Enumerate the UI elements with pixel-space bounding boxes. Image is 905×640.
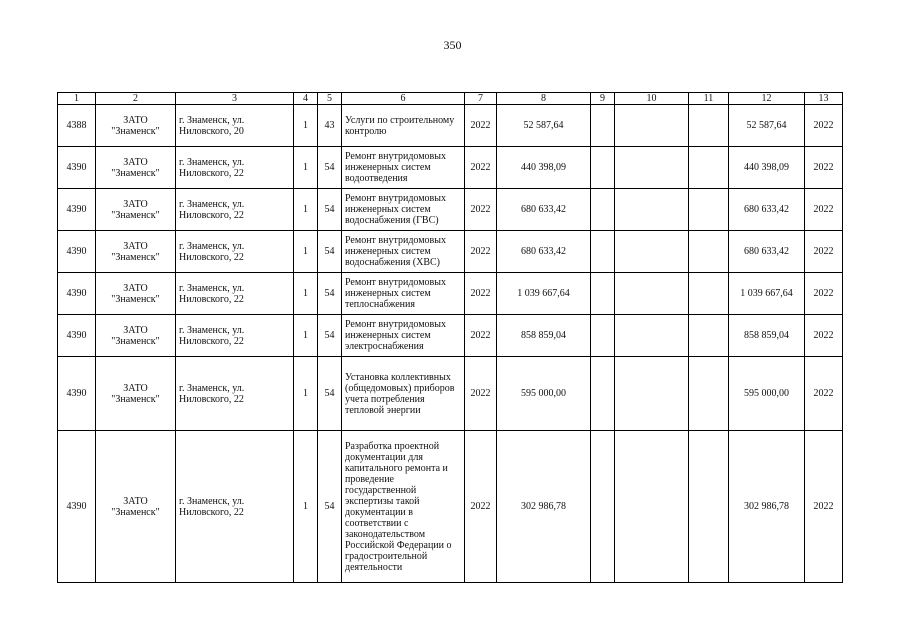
cell-amount — [497, 273, 591, 315]
cell-text: ЗАТО — [123, 198, 148, 210]
cell-text: 2022 — [813, 162, 834, 173]
header-cell-8: 8 — [497, 93, 591, 105]
cell-text: 43 — [324, 120, 335, 131]
cell-address — [176, 147, 294, 189]
cell-id — [58, 147, 96, 189]
cell-text: 595 000,00 — [744, 388, 789, 399]
cell-text: "Знаменск" — [111, 293, 160, 305]
cell-total — [729, 105, 805, 147]
cell-col5 — [318, 105, 342, 147]
cell-text: 858 859,04 — [744, 330, 789, 341]
cell-work-type — [342, 273, 465, 315]
header-cell-11: 11 — [689, 93, 729, 105]
cell-text: 4390 — [66, 288, 87, 299]
cell-text: 2022 — [470, 388, 491, 399]
header-cell-9: 9 — [591, 93, 615, 105]
table-row — [58, 231, 843, 273]
cell-col10 — [615, 147, 689, 189]
cell-total — [729, 357, 805, 431]
cell-col9 — [591, 189, 615, 231]
cell-text: 680 633,42 — [744, 204, 789, 215]
cell-col4 — [294, 357, 318, 431]
cell-year — [465, 231, 497, 273]
cell-text: 2022 — [470, 501, 491, 512]
cell-text: 4390 — [66, 246, 87, 257]
cell-work-type — [342, 431, 465, 583]
cell-text: 2022 — [813, 120, 834, 131]
cell-text: 440 398,09 — [744, 162, 789, 173]
cell-col9 — [591, 273, 615, 315]
cell-text: Ремонт внутридомовых инженерных систем электроснабжения — [345, 319, 447, 352]
cell-work-type — [342, 147, 465, 189]
cell-text: ЗАТО — [123, 114, 148, 126]
cell-col10 — [615, 357, 689, 431]
cell-col9 — [591, 315, 615, 357]
cell-text: Разработка проектной документации для капитального ремонта и проведение государственной экспертизы такой документации в соответствии с законодательством Российской Федерации о градостроительной деятельности — [345, 440, 452, 573]
cell-text: 302 986,78 — [521, 501, 566, 512]
cell-total — [729, 189, 805, 231]
cell-text: 2022 — [813, 204, 834, 215]
cell-text: г. Знаменск, ул. — [179, 198, 245, 210]
cell-text: г. Знаменск, ул. — [179, 282, 245, 294]
cell-col4 — [294, 231, 318, 273]
cell-text: 2022 — [470, 162, 491, 173]
cell-text: "Знаменск" — [111, 167, 160, 179]
cell-col9 — [591, 105, 615, 147]
cell-end-year — [805, 189, 843, 231]
cell-text: 858 859,04 — [521, 330, 566, 341]
cell-year — [465, 147, 497, 189]
cell-text: Ниловского, 22 — [179, 293, 244, 305]
cell-text: 1 039 667,64 — [740, 288, 793, 299]
cell-id — [58, 357, 96, 431]
cell-amount — [497, 147, 591, 189]
cell-total — [729, 231, 805, 273]
cell-id — [58, 105, 96, 147]
cell-col11 — [689, 273, 729, 315]
cell-total — [729, 315, 805, 357]
cell-text: г. Знаменск, ул. — [179, 495, 245, 507]
cell-text: ЗАТО — [123, 382, 148, 394]
cell-text: 302 986,78 — [744, 501, 789, 512]
cell-year — [465, 315, 497, 357]
cell-text: г. Знаменск, ул. — [179, 114, 245, 126]
header-cell-4: 4 — [294, 93, 318, 105]
cell-text: Ниловского, 22 — [179, 393, 244, 405]
cell-col9 — [591, 231, 615, 273]
cell-text: 54 — [324, 330, 335, 341]
cell-text: 4390 — [66, 501, 87, 512]
cell-address — [176, 231, 294, 273]
cell-text: г. Знаменск, ул. — [179, 156, 245, 168]
cell-col5 — [318, 189, 342, 231]
cell-text: 1 — [303, 120, 308, 131]
cell-municipality — [96, 315, 176, 357]
header-cell-12: 12 — [729, 93, 805, 105]
table-row — [58, 189, 843, 231]
cell-municipality — [96, 273, 176, 315]
table-row — [58, 357, 843, 431]
cell-col5 — [318, 147, 342, 189]
header-cell-6: 6 — [342, 93, 465, 105]
cell-text: "Знаменск" — [111, 393, 160, 405]
header-cell-7: 7 — [465, 93, 497, 105]
cell-text: ЗАТО — [123, 282, 148, 294]
cell-id — [58, 231, 96, 273]
cell-text: 4390 — [66, 388, 87, 399]
cell-col5 — [318, 231, 342, 273]
cell-year — [465, 189, 497, 231]
cell-id — [58, 315, 96, 357]
cell-col4 — [294, 431, 318, 583]
table-row — [58, 315, 843, 357]
cell-text: Ремонт внутридомовых инженерных систем водоснабжения (ГВС) — [345, 193, 447, 226]
cell-municipality — [96, 189, 176, 231]
cell-text: 1 — [303, 204, 308, 215]
cell-col11 — [689, 105, 729, 147]
cell-text: 680 633,42 — [521, 246, 566, 257]
cell-col11 — [689, 315, 729, 357]
cell-year — [465, 431, 497, 583]
cell-text: 440 398,09 — [521, 162, 566, 173]
cell-col5 — [318, 273, 342, 315]
cell-col10 — [615, 431, 689, 583]
cell-text: 52 587,64 — [523, 120, 564, 131]
cell-end-year — [805, 431, 843, 583]
table-row — [58, 273, 843, 315]
cell-text: ЗАТО — [123, 324, 148, 336]
cell-municipality — [96, 147, 176, 189]
cell-municipality — [96, 357, 176, 431]
cell-text: ЗАТО — [123, 495, 148, 507]
cell-text: 1 — [303, 288, 308, 299]
cell-end-year — [805, 357, 843, 431]
cell-col10 — [615, 273, 689, 315]
cell-col4 — [294, 189, 318, 231]
cell-text: 680 633,42 — [521, 204, 566, 215]
cell-text: 54 — [324, 288, 335, 299]
cell-text: 54 — [324, 246, 335, 257]
cell-end-year — [805, 315, 843, 357]
cell-text: Ремонт внутридомовых инженерных систем водоснабжения (ХВС) — [345, 235, 447, 268]
cell-col10 — [615, 231, 689, 273]
cell-text: 2022 — [813, 388, 834, 399]
cell-amount — [497, 357, 591, 431]
cell-text: 2022 — [813, 330, 834, 341]
cell-col4 — [294, 273, 318, 315]
cell-text: 4390 — [66, 162, 87, 173]
cell-text: Ниловского, 22 — [179, 506, 244, 518]
cell-text: 2022 — [813, 288, 834, 299]
cell-col4 — [294, 147, 318, 189]
cell-col11 — [689, 431, 729, 583]
cell-year — [465, 273, 497, 315]
cell-address — [176, 315, 294, 357]
cell-total — [729, 273, 805, 315]
header-cell-5: 5 — [318, 93, 342, 105]
cell-text: 4388 — [66, 120, 87, 131]
cell-text: 1 — [303, 388, 308, 399]
cell-text: 4390 — [66, 330, 87, 341]
cell-text: 2022 — [470, 204, 491, 215]
cell-text: 680 633,42 — [744, 246, 789, 257]
cell-text: 1 — [303, 246, 308, 257]
cell-municipality — [96, 105, 176, 147]
cell-col9 — [591, 357, 615, 431]
cell-amount — [497, 315, 591, 357]
table-row — [58, 431, 843, 583]
cell-text: г. Знаменск, ул. — [179, 240, 245, 252]
cell-text: "Знаменск" — [111, 335, 160, 347]
cell-id — [58, 431, 96, 583]
cell-col5 — [318, 431, 342, 583]
cell-text: Ниловского, 22 — [179, 167, 244, 179]
header-cell-13: 13 — [805, 93, 843, 105]
cell-address — [176, 431, 294, 583]
cell-text: Ниловского, 20 — [179, 125, 244, 137]
cell-text: 54 — [324, 162, 335, 173]
cell-text: "Знаменск" — [111, 209, 160, 221]
cell-col5 — [318, 357, 342, 431]
cell-amount — [497, 189, 591, 231]
cell-text: 2022 — [470, 246, 491, 257]
cell-text: 1 — [303, 330, 308, 341]
cell-address — [176, 357, 294, 431]
cell-text: г. Знаменск, ул. — [179, 324, 245, 336]
cell-municipality — [96, 431, 176, 583]
cell-text: Ремонт внутридомовых инженерных систем теплоснабжения — [345, 277, 447, 310]
cell-col11 — [689, 357, 729, 431]
cell-work-type — [342, 231, 465, 273]
header-cell-1: 1 — [58, 93, 96, 105]
cell-work-type — [342, 357, 465, 431]
header-cell-2: 2 — [96, 93, 176, 105]
cell-col11 — [689, 231, 729, 273]
cell-col11 — [689, 189, 729, 231]
cell-text: 2022 — [813, 246, 834, 257]
table-row — [58, 147, 843, 189]
cell-text: 2022 — [470, 120, 491, 131]
cell-text: ЗАТО — [123, 240, 148, 252]
cell-year — [465, 357, 497, 431]
cell-text: 4390 — [66, 204, 87, 215]
cell-text: 54 — [324, 501, 335, 512]
cell-col4 — [294, 315, 318, 357]
cell-text: Установка коллективных (общедомовых) приборов учета потребления тепловой энергии — [345, 371, 455, 416]
cell-text: 52 587,64 — [746, 120, 787, 131]
cell-end-year — [805, 105, 843, 147]
cell-address — [176, 105, 294, 147]
cell-work-type — [342, 105, 465, 147]
cell-amount — [497, 431, 591, 583]
cell-text: 1 039 667,64 — [517, 288, 570, 299]
cell-text: "Знаменск" — [111, 251, 160, 263]
header-row — [58, 93, 843, 105]
cell-work-type — [342, 189, 465, 231]
cell-total — [729, 147, 805, 189]
cell-amount — [497, 231, 591, 273]
cell-text: Ниловского, 22 — [179, 209, 244, 221]
cell-work-type — [342, 315, 465, 357]
cell-col10 — [615, 105, 689, 147]
cell-text: 1 — [303, 501, 308, 512]
cell-col4 — [294, 105, 318, 147]
cell-text: Ремонт внутридомовых инженерных систем водоотведения — [345, 151, 447, 184]
cell-text: 54 — [324, 388, 335, 399]
cell-text: "Знаменск" — [111, 125, 160, 137]
cell-end-year — [805, 273, 843, 315]
table-row — [58, 105, 843, 147]
cell-id — [58, 189, 96, 231]
cell-text: ЗАТО — [123, 156, 148, 168]
cell-id — [58, 273, 96, 315]
cell-address — [176, 273, 294, 315]
cell-text: 2022 — [470, 330, 491, 341]
cell-col10 — [615, 315, 689, 357]
cell-col11 — [689, 147, 729, 189]
cell-text: г. Знаменск, ул. — [179, 382, 245, 394]
cell-total — [729, 431, 805, 583]
header-cell-10: 10 — [615, 93, 689, 105]
cell-text: 1 — [303, 162, 308, 173]
cell-end-year — [805, 231, 843, 273]
cell-end-year — [805, 147, 843, 189]
cell-col9 — [591, 431, 615, 583]
cell-col9 — [591, 147, 615, 189]
cell-amount — [497, 105, 591, 147]
cell-text: 595 000,00 — [521, 388, 566, 399]
cell-col5 — [318, 315, 342, 357]
cell-text: 54 — [324, 204, 335, 215]
header-cell-3: 3 — [176, 93, 294, 105]
cell-text: 2022 — [813, 501, 834, 512]
cell-address — [176, 189, 294, 231]
cell-text: Ниловского, 22 — [179, 251, 244, 263]
cell-text: Услуги по строительному контролю — [345, 114, 455, 137]
registry-table — [57, 92, 843, 583]
cell-text: 2022 — [470, 288, 491, 299]
cell-text: "Знаменск" — [111, 506, 160, 518]
page-number: 350 — [443, 38, 462, 52]
cell-year — [465, 105, 497, 147]
cell-col10 — [615, 189, 689, 231]
cell-municipality — [96, 231, 176, 273]
cell-text: Ниловского, 22 — [179, 335, 244, 347]
